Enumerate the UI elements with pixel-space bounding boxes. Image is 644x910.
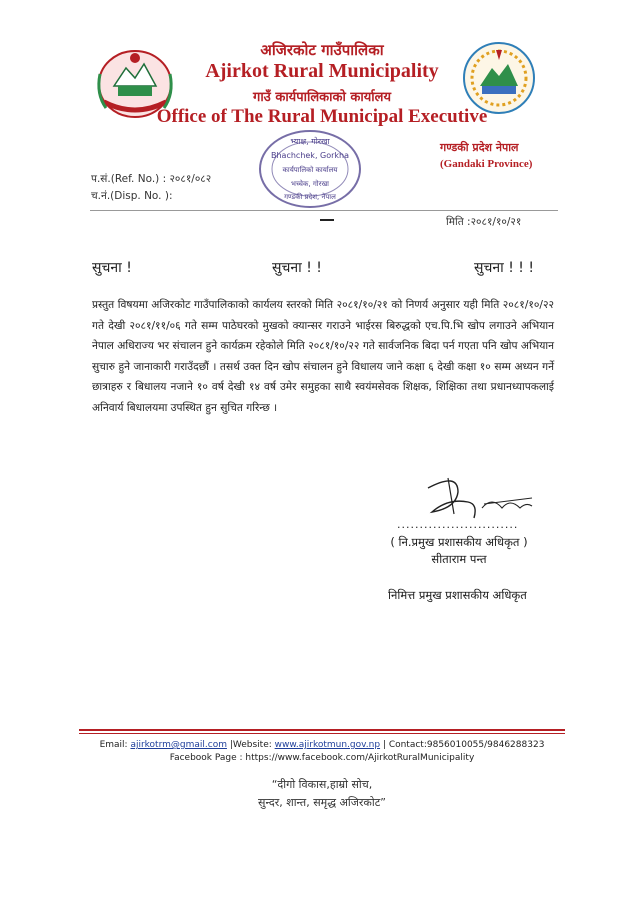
website-label: |Website: (226, 740, 275, 750)
seal-line-4: भच्चेक, गोरखा (291, 180, 329, 188)
footer-rule-thin (79, 733, 565, 734)
office-name-nepali: गाउँ कार्यपालिकाको कार्यालय (253, 90, 391, 105)
signatory-note: निमित्त प्रमुख प्रशासकीय अधिकृत (388, 588, 527, 602)
notice-heading-1: सुचना ! (92, 260, 132, 276)
signatory-name: सीताराम पन्त (431, 552, 487, 566)
municipality-name-english: Ajirkot Rural Municipality (205, 60, 439, 82)
notice-body: प्रस्तुत विषयमा अजिरकोट गाउँपालिकाको कार्यलय स्तरको मिति २०८१/१०/२१ को निणर्य अनुसार यही मिति २०८१/१०/२२ गते देखी २०८१/११/०६ गते सम्म पाठेघरको मुखको क्यान्सर गराउने भाईरस बिरुद्धको एच.पि.भि खोप लगाउने अभियान नेपाल अधिराज्य भर संचालन हुने कार्यक्रम रहेकोले मिति २०८१/१०/२२ गते सार्वजनिक बिदा पर्न गएता पनि खोप अभियान सुचारु हुने जानाकारी गराउँदछौं । तसर्थ उक्त दिन खोप संचालन हुने विधालय जाने कक्षा ६ देखी कक्षा १० सम्म अध्यन गर्ने छात्राहरु र बिधालय नजाने १० वर्ष देखी १४ वर्ष उमेर समुहका साथै स्वयंमसेवक शिक्षक, शिक्षिका तथा प्रधानध्यापकलाई अनिवार्य बिधालयमा उपस्थित हुन सुचित गरिन्छ । (92, 299, 554, 414)
seal-line-2: Bhachchek, Gorkha (270, 151, 350, 160)
ref-number: प.सं.(Ref. No.) : २०८१/०८२ (91, 173, 212, 185)
office-name-english: Office of The Rural Municipal Executive (156, 106, 488, 127)
seal-line-3: कार्यपालिको कार्यालय (282, 166, 338, 174)
letter-date: मिति :२०८१/१०/२१ (446, 216, 522, 228)
email-label: Email: (99, 740, 131, 750)
reference-block (91, 171, 211, 205)
province-block (440, 140, 532, 172)
contact-text: | Contact:9856010055/9846288323 (380, 740, 545, 750)
province-nepali: गण्डकी प्रदेश नेपाल (440, 141, 519, 154)
dispatch-number: च.नं.(Disp. No. ): (91, 190, 173, 202)
notice-heading-2: सुचना ! ! (272, 260, 322, 276)
office-seal-icon (255, 126, 365, 212)
email-link[interactable]: ajirkotrm@gmail.com (130, 740, 227, 750)
footer-contact-line (0, 740, 644, 750)
slogan-line-2: सुन्दर, शान्त, समृद्ध अजिरकोट” (258, 796, 386, 809)
seal-line-5: गण्डकी प्रदेश, नेपाल (284, 193, 336, 201)
footer-rule-thick (79, 729, 565, 731)
footer-facebook: Facebook Page : https://www.facebook.com/AjirkotRuralMunicipality (169, 753, 475, 763)
municipality-name-nepali: अजिरकोट गाउँपालिका (260, 41, 384, 59)
signatory-title: ( नि.प्रमुख प्रशासकीय अधिकृत ) (390, 535, 528, 549)
header-divider (90, 210, 558, 211)
slogan-line-1: “दीगो विकास,हाम्रो सोच, (271, 778, 373, 791)
province-english: (Gandaki Province) (440, 158, 533, 170)
signature-dots: ........................... (397, 518, 519, 531)
dash-mark (320, 219, 334, 221)
website-link[interactable]: www.ajirkotmun.gov.np (274, 740, 381, 750)
seal-line-1: भ्याक्ष, गोरखा (290, 137, 330, 146)
notice-heading-3: सुचना ! ! ! (474, 260, 534, 276)
